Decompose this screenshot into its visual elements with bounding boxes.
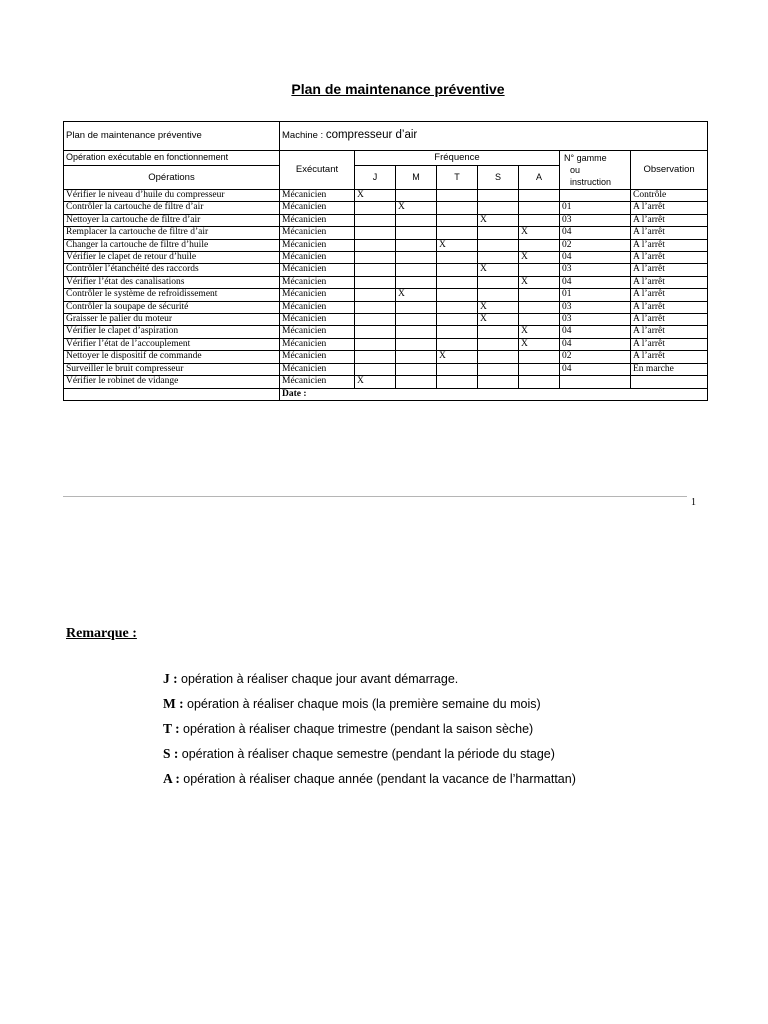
freq-cell-S (478, 376, 519, 388)
observation-cell: A l’arrêt (631, 326, 708, 338)
legend-item (163, 745, 576, 770)
executant-cell: Mécanicien (280, 338, 355, 350)
freq-cell-S (478, 252, 519, 264)
observation-cell: A l’arrêt (631, 301, 708, 313)
freq-cell-J (355, 214, 396, 226)
freq-cell-A (519, 202, 560, 214)
freq-col-T: T (437, 166, 478, 190)
legend-text: opération à réaliser chaque jour avant démarrage. (181, 672, 459, 686)
page-title: Plan de maintenance préventive (291, 81, 505, 97)
table-row (64, 376, 708, 388)
header-plan-cell: Plan de maintenance préventive (64, 122, 280, 151)
legend-key: T : (163, 721, 180, 736)
freq-cell-T (437, 214, 478, 226)
freq-cell-T (437, 252, 478, 264)
observation-cell: A l’arrêt (631, 252, 708, 264)
observation-cell: A l’arrêt (631, 202, 708, 214)
table-row (64, 227, 708, 239)
freq-cell-J (355, 301, 396, 313)
table-row (64, 326, 708, 338)
executant-cell: Mécanicien (280, 214, 355, 226)
gamme-cell: 03 (560, 314, 631, 326)
table-row (64, 264, 708, 276)
freq-cell-M: X (396, 289, 437, 301)
header-machine-cell (280, 122, 708, 151)
executant-cell: Mécanicien (280, 314, 355, 326)
observation-cell: En marche (631, 363, 708, 375)
freq-cell-M (396, 276, 437, 288)
freq-cell-J (355, 351, 396, 363)
freq-cell-T (437, 326, 478, 338)
gamme-cell: 03 (560, 264, 631, 276)
operation-cell: Nettoyer la cartouche de filtre d’air (64, 214, 280, 226)
observation-cell: Contrôle (631, 190, 708, 202)
operation-cell: Vérifier le clapet d’aspiration (64, 326, 280, 338)
gamme-cell: 04 (560, 326, 631, 338)
observation-cell: A l’arrêt (631, 338, 708, 350)
legend-item (163, 670, 576, 695)
legend-text: opération à réaliser chaque semestre (pendant la période du stage) (181, 747, 555, 761)
gamme-cell (560, 190, 631, 202)
legend-item (163, 695, 576, 720)
date-label: Date : (280, 388, 708, 400)
gamme-cell: 03 (560, 301, 631, 313)
freq-cell-S: X (478, 214, 519, 226)
freq-cell-M (396, 214, 437, 226)
freq-cell-T (437, 276, 478, 288)
operation-cell: Contrôler la soupape de sécurité (64, 301, 280, 313)
freq-cell-J (355, 338, 396, 350)
operation-cell: Contrôler la cartouche de filtre d’air (64, 202, 280, 214)
freq-cell-A (519, 214, 560, 226)
freq-cell-T (437, 363, 478, 375)
freq-cell-A: X (519, 252, 560, 264)
freq-cell-M (396, 351, 437, 363)
freq-cell-S (478, 363, 519, 375)
freq-cell-J (355, 202, 396, 214)
freq-col-S: S (478, 166, 519, 190)
executant-cell: Mécanicien (280, 252, 355, 264)
legend-key: S : (163, 746, 179, 761)
freq-cell-J (355, 276, 396, 288)
header-gamme-line3: instruction (570, 177, 612, 187)
table-row (64, 351, 708, 363)
observation-cell: A l’arrêt (631, 289, 708, 301)
maintenance-table (63, 121, 708, 401)
freq-cell-J: X (355, 190, 396, 202)
remarque-title: Remarque : (66, 626, 137, 641)
header-gamme (560, 151, 631, 190)
table-row (64, 202, 708, 214)
executant-cell: Mécanicien (280, 264, 355, 276)
executant-cell: Mécanicien (280, 202, 355, 214)
freq-cell-T (437, 227, 478, 239)
operation-cell: Vérifier l’état de l’accouplement (64, 338, 280, 350)
gamme-cell (560, 376, 631, 388)
freq-cell-J (355, 239, 396, 251)
freq-cell-S (478, 239, 519, 251)
table-row (64, 239, 708, 251)
freq-cell-A (519, 314, 560, 326)
table-row (64, 276, 708, 288)
freq-cell-S: X (478, 314, 519, 326)
operation-cell: Vérifier le clapet de retour d’huile (64, 252, 280, 264)
freq-cell-A (519, 264, 560, 276)
freq-cell-A: X (519, 227, 560, 239)
freq-cell-J (355, 227, 396, 239)
freq-cell-A: X (519, 326, 560, 338)
freq-cell-S (478, 338, 519, 350)
freq-cell-J: X (355, 376, 396, 388)
legend-key: M : (163, 696, 184, 711)
freq-cell-M (396, 376, 437, 388)
freq-cell-T (437, 376, 478, 388)
executant-cell: Mécanicien (280, 301, 355, 313)
freq-cell-S (478, 190, 519, 202)
freq-cell-M (396, 326, 437, 338)
gamme-cell: 04 (560, 227, 631, 239)
executant-cell: Mécanicien (280, 190, 355, 202)
observation-cell: A l’arrêt (631, 276, 708, 288)
table-row (64, 338, 708, 350)
header-operation-exec: Opération exécutable en fonctionnement (64, 151, 280, 166)
freq-cell-S (478, 276, 519, 288)
executant-cell: Mécanicien (280, 289, 355, 301)
observation-cell: A l’arrêt (631, 314, 708, 326)
freq-cell-M (396, 338, 437, 350)
freq-cell-A (519, 239, 560, 251)
freq-cell-M: X (396, 202, 437, 214)
operation-cell: Remplacer la cartouche de filtre d’air (64, 227, 280, 239)
gamme-cell: 03 (560, 214, 631, 226)
legend-text: opération à réaliser chaque année (pendant la vacance de l’harmattan) (183, 772, 576, 786)
table-row (64, 314, 708, 326)
freq-cell-J (355, 264, 396, 276)
freq-cell-A (519, 363, 560, 375)
executant-cell: Mécanicien (280, 363, 355, 375)
legend-key: J : (163, 671, 178, 686)
freq-cell-T (437, 202, 478, 214)
table-row (64, 301, 708, 313)
table-row (64, 363, 708, 375)
freq-cell-A (519, 376, 560, 388)
observation-cell: A l’arrêt (631, 264, 708, 276)
freq-col-J: J (355, 166, 396, 190)
operation-cell: Vérifier l’état des canalisations (64, 276, 280, 288)
legend-item (163, 770, 576, 795)
freq-cell-A (519, 351, 560, 363)
gamme-cell: 04 (560, 276, 631, 288)
table-row (64, 289, 708, 301)
freq-cell-M (396, 301, 437, 313)
gamme-cell: 02 (560, 351, 631, 363)
freq-cell-M (396, 252, 437, 264)
freq-cell-T (437, 264, 478, 276)
gamme-cell: 01 (560, 289, 631, 301)
freq-cell-A: X (519, 276, 560, 288)
freq-cell-M (396, 264, 437, 276)
machine-label: Machine : (282, 130, 326, 142)
freq-cell-S (478, 227, 519, 239)
executant-cell: Mécanicien (280, 276, 355, 288)
freq-cell-S: X (478, 301, 519, 313)
freq-cell-A (519, 190, 560, 202)
observation-cell (631, 376, 708, 388)
freq-cell-T: X (437, 239, 478, 251)
table-row (64, 214, 708, 226)
date-row (64, 388, 708, 400)
freq-col-M: M (396, 166, 437, 190)
header-observation: Observation (631, 151, 708, 190)
freq-cell-S (478, 202, 519, 214)
table-row (64, 190, 708, 202)
freq-cell-M (396, 314, 437, 326)
observation-cell: A l’arrêt (631, 351, 708, 363)
legend-text: opération à réaliser chaque mois (la première semaine du mois) (187, 697, 541, 711)
header-operations: Opérations (64, 166, 280, 190)
observation-cell: A l’arrêt (631, 214, 708, 226)
observation-cell: A l’arrêt (631, 239, 708, 251)
freq-cell-J (355, 326, 396, 338)
legend-text: opération à réaliser chaque trimestre (pendant la saison sèche) (183, 722, 534, 736)
freq-cell-J (355, 252, 396, 264)
freq-cell-J (355, 363, 396, 375)
machine-value: compresseur d’air (325, 129, 418, 142)
freq-cell-M (396, 363, 437, 375)
freq-cell-T (437, 190, 478, 202)
freq-col-A: A (519, 166, 560, 190)
freq-cell-A (519, 301, 560, 313)
operation-cell: Changer la cartouche de filtre d’huile (64, 239, 280, 251)
freq-cell-A (519, 289, 560, 301)
operation-cell: Contrôler le système de refroidissement (64, 289, 280, 301)
header-frequence: Fréquence (355, 151, 560, 166)
freq-cell-S (478, 289, 519, 301)
freq-cell-M (396, 239, 437, 251)
freq-cell-S: X (478, 264, 519, 276)
freq-cell-S (478, 351, 519, 363)
date-row-empty (64, 388, 280, 400)
gamme-cell: 01 (560, 202, 631, 214)
freq-cell-S (478, 326, 519, 338)
gamme-cell: 04 (560, 252, 631, 264)
table-row (64, 252, 708, 264)
freq-cell-J (355, 314, 396, 326)
freq-cell-A: X (519, 338, 560, 350)
footer-divider (63, 496, 687, 497)
freq-cell-T (437, 289, 478, 301)
operation-cell: Contrôler l’étanchéité des raccords (64, 264, 280, 276)
executant-cell: Mécanicien (280, 351, 355, 363)
executant-cell: Mécanicien (280, 227, 355, 239)
legend-key: A : (163, 771, 180, 786)
operation-cell: Nettoyer le dispositif de commande (64, 351, 280, 363)
header-executant: Exécutant (280, 151, 355, 190)
gamme-cell: 04 (560, 338, 631, 350)
freq-cell-M (396, 227, 437, 239)
freq-cell-T (437, 301, 478, 313)
remarque-legend (163, 670, 576, 795)
freq-cell-T (437, 338, 478, 350)
table-body (64, 122, 708, 401)
header-gamme-line2: ou (570, 165, 581, 175)
freq-cell-M (396, 190, 437, 202)
page-number: 1 (691, 497, 696, 508)
legend-item (163, 720, 576, 745)
freq-cell-J (355, 289, 396, 301)
operation-cell: Vérifier le robinet de vidange (64, 376, 280, 388)
operation-cell: Vérifier le niveau d’huile du compresseur (64, 190, 280, 202)
freq-cell-T: X (437, 351, 478, 363)
executant-cell: Mécanicien (280, 376, 355, 388)
gamme-cell: 02 (560, 239, 631, 251)
header-gamme-line1: N° gamme (564, 153, 607, 163)
executant-cell: Mécanicien (280, 326, 355, 338)
observation-cell: A l’arrêt (631, 227, 708, 239)
operation-cell: Surveiller le bruit compresseur (64, 363, 280, 375)
freq-cell-T (437, 314, 478, 326)
executant-cell: Mécanicien (280, 239, 355, 251)
gamme-cell: 04 (560, 363, 631, 375)
operation-cell: Graisser le palier du moteur (64, 314, 280, 326)
